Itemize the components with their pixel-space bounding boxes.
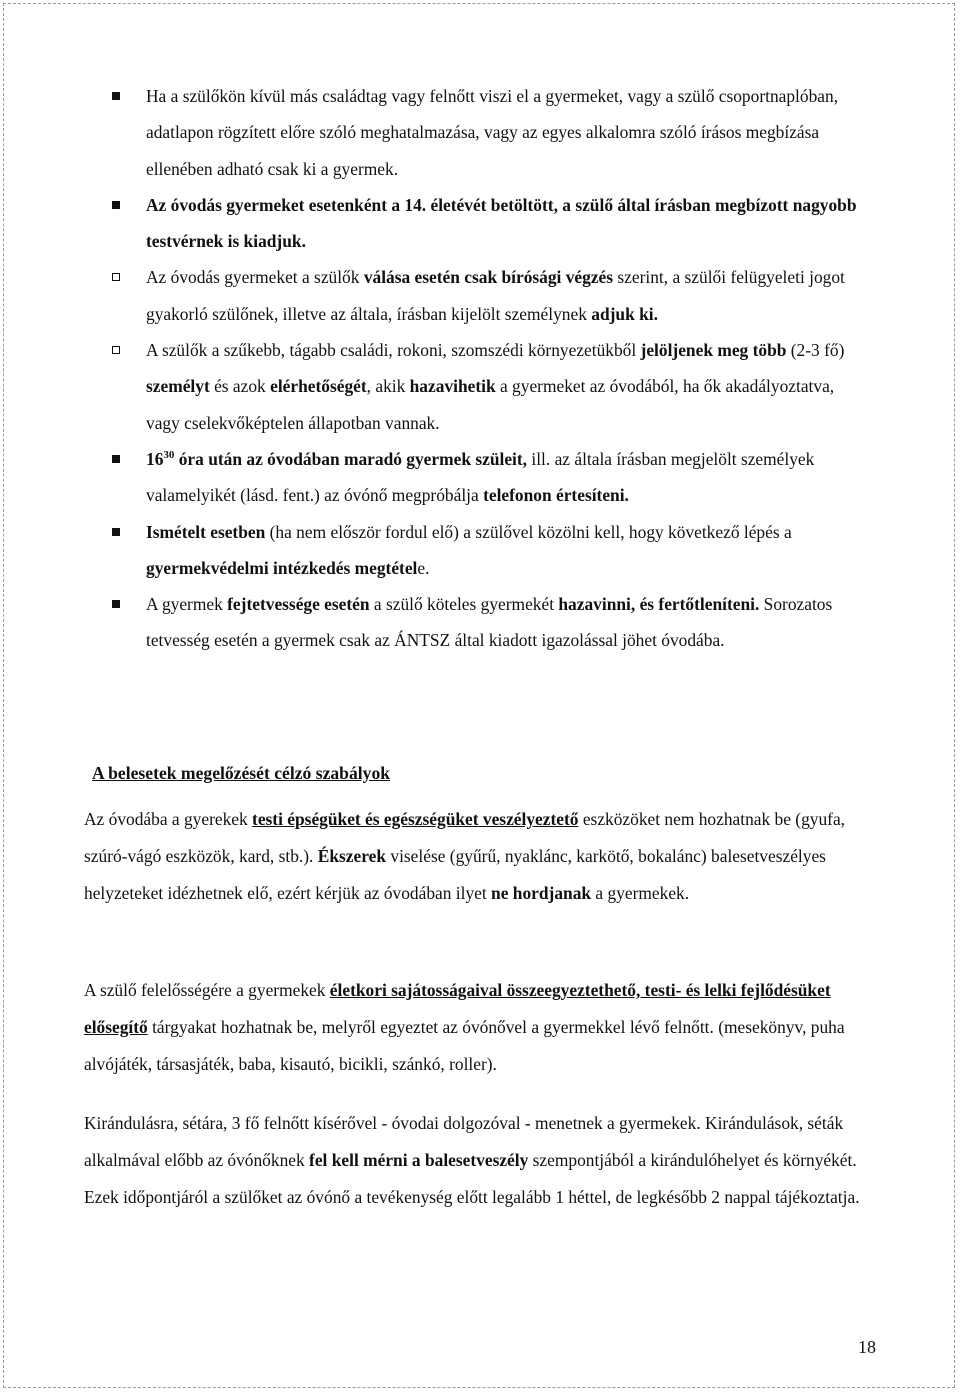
bold-text: fejtetvessége esetén xyxy=(227,594,370,615)
text-run: (ha nem először fordul elő) a szülővel közölni kell, hogy következő lépés a xyxy=(265,521,792,542)
text-run: , akik xyxy=(366,376,410,397)
text-run: Ha a szülőkön kívül más családtag vagy felnőtt viszi el a gyermeket, vagy a szülő csoportnaplóban, adatlapon rögzített előre szóló meghatalmazása, vagy az egyes alkalomra szóló írásos megbízása ellenében adható csak ki a gyermek. xyxy=(146,86,839,179)
bold-text: telefonon értesíteni. xyxy=(483,485,629,506)
page-number: 18 xyxy=(858,1337,876,1357)
text-run: viselése (gyűrű, nyaklánc, karkötő, bokalánc) balesetveszélyes helyzeteket idézhetnek elő, ezért kérjük az óvodában ilyet xyxy=(84,846,826,903)
bold-text: Az óvodás gyermeket esetenként a 14. életévét betöltött, a szülő által írásban megbízott nagyobb testvérnek is kiadjuk. xyxy=(146,194,857,252)
text-run: a gyermekek. xyxy=(591,883,690,903)
text-run: Az óvodás gyermeket a szülők xyxy=(146,267,364,288)
bold-text: jelöljenek meg több xyxy=(640,340,787,361)
paragraph xyxy=(84,1105,884,1216)
bullet-item xyxy=(112,514,872,587)
text-run: tárgyakat hozhatnak be, melyről egyeztet az óvónővel a gyermekkel lévő felnőtt. (mesekönyv, puha alvójáték, társasjáték, baba, kisautó, bicikli, szánkó, roller). xyxy=(84,1017,845,1074)
section-heading: A belesetek megelőzését célzó szabályok xyxy=(92,763,391,783)
paragraph xyxy=(84,801,884,912)
text-run: Az óvodába a gyerekek xyxy=(84,809,253,829)
bullet-item xyxy=(112,332,872,441)
bold-text: hazavinni, és fertőtleníteni. xyxy=(558,594,760,615)
bold-text: fel kell mérni a balesetveszély xyxy=(309,1150,529,1170)
text-run: szempontjából a kirándulóhelyet és környékét. Ezek időpontjáról a szülőket az óvónő a tevékenység előtt legalább 1 héttel, de legkésőbb 2 nappal tájékoztatja. xyxy=(84,1150,860,1207)
text-run: a szülő köteles gyermekét xyxy=(369,594,559,615)
text-run: ill. az általa írásban megjelölt személyek valamelyikét (lásd. fent.) az óvónő megpróbálja xyxy=(146,448,815,506)
text-run: A szülő felelősségére a gyermekek xyxy=(84,980,330,1000)
bold-text: hazavihetik xyxy=(409,376,496,397)
bold-text: adjuk ki. xyxy=(591,303,658,324)
bold-text: Ismételt esetben xyxy=(146,521,266,542)
text-run: A gyermek xyxy=(146,594,228,615)
bold-text: óra után az óvodában maradó gyermek szüleit, xyxy=(174,448,528,469)
text-run: A szülők a szűkebb, tágabb családi, rokoni, szomszédi környezetükből xyxy=(146,340,641,361)
text-run: szerint, a szülői felügyeleti jogot gyakorló szülőnek, illetve az általa, írásban kijelölt személynek xyxy=(146,267,845,324)
paragraph xyxy=(84,972,884,1083)
bold-text: ne hordjanak xyxy=(491,883,592,903)
bullet-item xyxy=(112,187,872,260)
bold-text: életkori sajátosságaival összeegyeztethető, testi- és lelki fejlődésüket elősegítő xyxy=(84,980,831,1037)
text-run: és azok xyxy=(209,376,271,397)
text-run: Kirándulásra, sétára, 3 fő felnőtt kísérővel - óvodai dolgozóval - menetnek a gyermekek. Kirándulások, séták alkalmával előbb az óvónőknek xyxy=(84,1113,844,1170)
text-run: e. xyxy=(417,557,430,578)
bullet-item xyxy=(112,259,872,332)
bold-text: Ékszerek xyxy=(317,846,387,866)
bold-text: gyermekvédelmi intézkedés megtétel xyxy=(146,557,418,578)
text-run: (2-3 fő) xyxy=(786,340,845,361)
bold-text: elérhetőségét xyxy=(270,376,367,397)
bold-text: személyt xyxy=(146,376,210,397)
text-run: eszközöket nem hozhatnak be (gyufa, szúró-vágó eszközök, kard, stb.). xyxy=(84,809,846,866)
bold-text: 30 xyxy=(163,448,175,461)
text-run: a gyermeket az óvodából, ha ők akadályoztatva, vagy cselekvőképtelen állapotban vannak. xyxy=(146,376,835,433)
bullet-item xyxy=(112,441,872,514)
bullet-item xyxy=(112,78,872,187)
bold-text: 16 xyxy=(146,448,164,469)
text-run: Sorozatos tetvesség esetén a gyermek csak az ÁNTSZ által kiadott igazolással jöhet óvodába. xyxy=(146,594,833,651)
bullet-list xyxy=(112,78,872,659)
bold-text: testi épségüket és egészségüket veszélyeztető xyxy=(252,809,579,829)
bold-text: válása esetén csak bírósági végzés xyxy=(363,267,614,288)
bullet-item xyxy=(112,586,872,659)
